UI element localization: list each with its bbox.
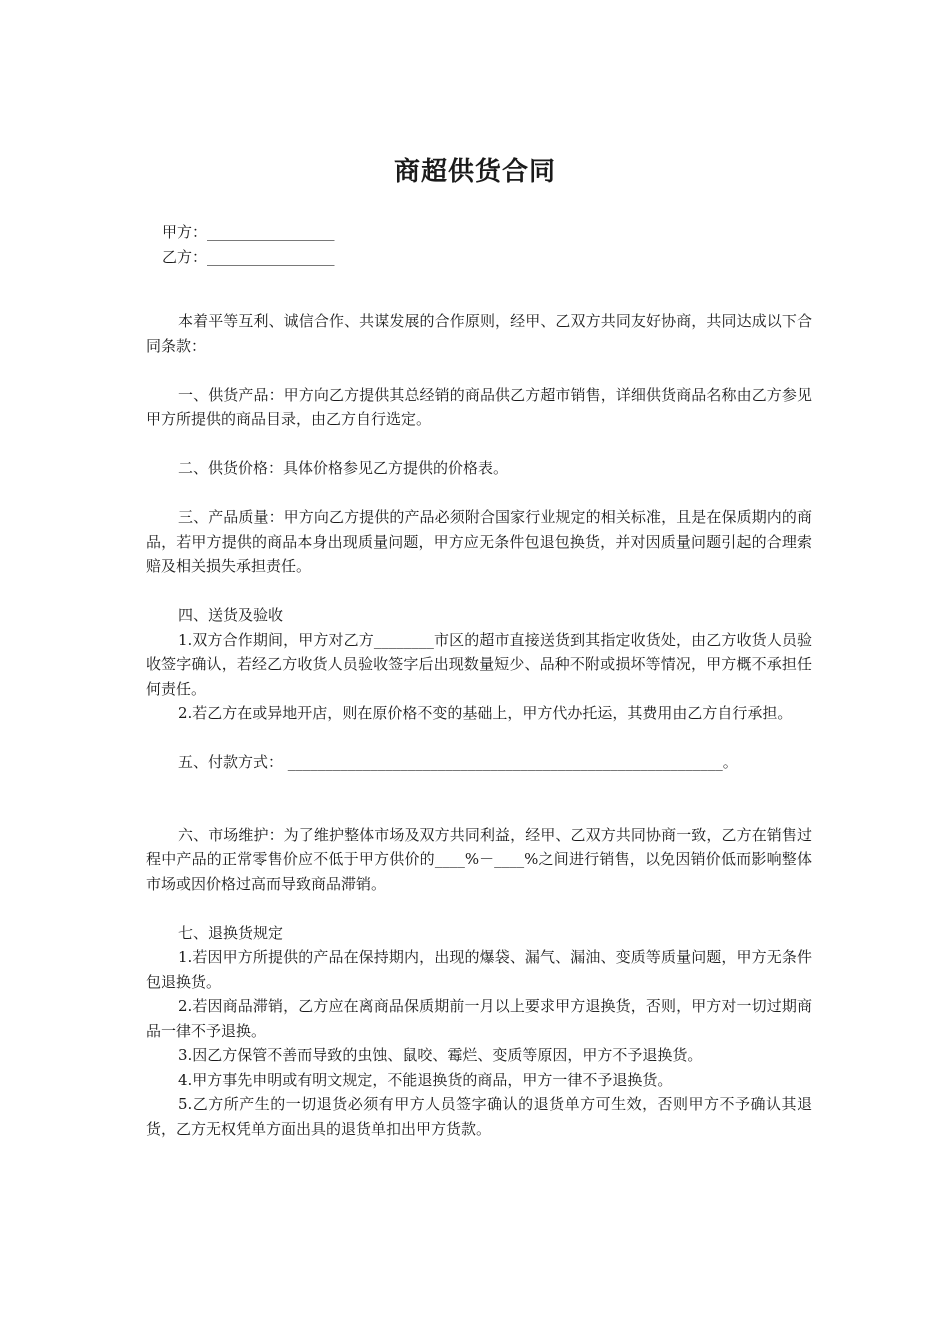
intro-paragraph: 本着平等互利、诚信合作、共谋发展的合作原则，经甲、乙双方共同友好协商，共同达成以下合同条款：: [146, 312, 812, 355]
section-7-clause-5: 5.乙方所产生的一切退货必须有甲方人员签字确认的退货单方可生效，否则甲方不予确认其退货，乙方无权凭单方面出具的退货单扣出甲方货款。: [146, 1095, 812, 1138]
document-body: [146, 220, 812, 1141]
section-7-clause-1: 1.若因甲方所提供的产品在保持期内，出现的爆袋、漏气、漏油、变质等质量问题，甲方无条件包退换货。: [146, 948, 812, 991]
document-title: 商超供货合同: [393, 157, 556, 187]
section-5-payment: 五、付款方式： __________________________________________________________。: [178, 753, 738, 771]
party-a-line: 甲方：_________________: [162, 223, 335, 241]
section-3-product-quality: 三、产品质量：甲方向乙方提供的产品必须附合国家行业规定的相关标准，且是在保质期内的商品，若甲方提供的商品本身出现质量问题，甲方应无条件包退包换货，并对因质量问题引起的合理索赔及相关损失承担责任。: [146, 508, 812, 575]
party-b-line: 乙方：_________________: [162, 247, 335, 266]
section-6-market-maintenance: 六、市场维护：为了维护整体市场及双方共同利益，经甲、乙双方共同协商一致，乙方在销售过程中产品的正常零售价应不低于甲方供价的____%－____%之间进行销售，以免因销价低而影响整体市场或因价格过高而导致商品滞销。: [146, 825, 812, 893]
section-2-supply-price: 二、供货价格：具体价格参见乙方提供的价格表。: [178, 459, 509, 477]
section-7-clause-4: 4.甲方事先申明或有明文规定，不能退换货的商品，甲方一律不予退换货。: [178, 1070, 673, 1089]
section-1-supply-products: 一、供货产品：甲方向乙方提供其总经销的商品供乙方超市销售，详细供货商品名称由乙方参见甲方所提供的商品目录，由乙方自行选定。: [146, 385, 812, 428]
section-4-clause-2: 2.若乙方在或异地开店，则在原价格不变的基础上，甲方代办托运，其费用由乙方自行承担。: [178, 704, 793, 722]
section-4-clause-1: 1.双方合作期间，甲方对乙方________市区的超市直接送货到其指定收货处，由乙方收货人员验收签字确认，若经乙方收货人员验收签字后出现数量短少、品种不附或损坏等情况，甲方概不承担任何责任。: [146, 630, 812, 698]
section-4-title: 四、送货及验收: [178, 606, 284, 624]
section-7-clause-3: 3.因乙方保管不善而导致的虫蚀、鼠咬、霉烂、变质等原因，甲方不予退换货。: [178, 1046, 703, 1064]
section-7-title: 七、退换货规定: [178, 923, 284, 942]
section-7-clause-2: 2.若因商品滞销，乙方应在离商品保质期前一月以上要求甲方退换货，否则，甲方对一切过期商品一律不予退换。: [146, 997, 812, 1040]
